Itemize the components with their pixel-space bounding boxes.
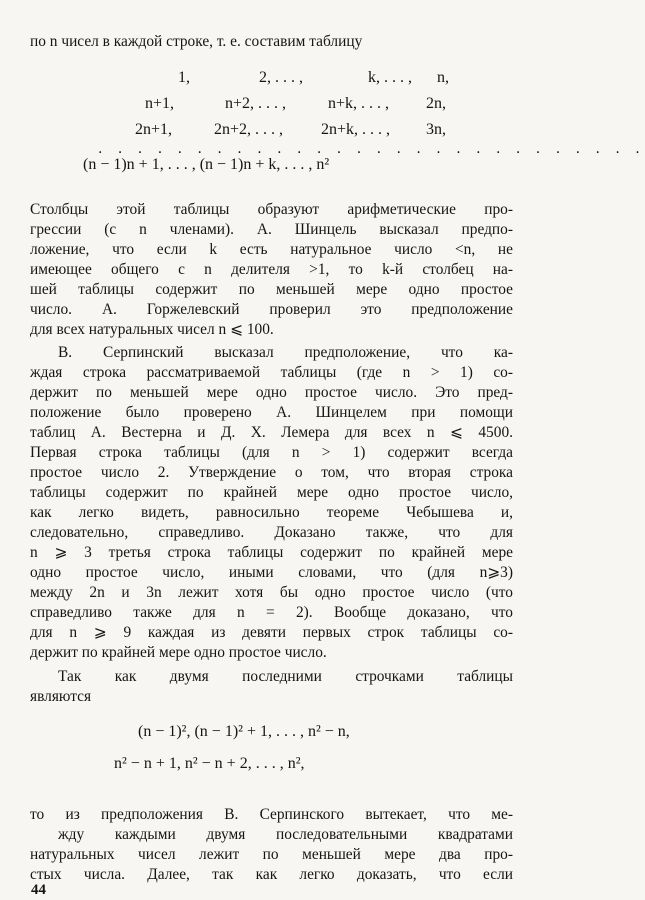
text-line: то из предположения В. Серпинского вытекает, что ме- xyxy=(30,806,513,823)
intro-line: по n чисел в каждой строке, т. е. составим таблицу xyxy=(30,33,363,50)
text-line: Столбцы этой таблицы образуют арифметические про- xyxy=(30,201,513,218)
formula-line: (n − 1)², (n − 1)² + 1, . . . , n² − n, xyxy=(138,723,350,740)
table-dots-row: . . . . . . . . . . . . . . . . . . . . . . . . . . . . xyxy=(98,141,645,157)
text-line: для n ⩾ 9 каждая из девяти первых строк таблицы со- xyxy=(30,624,513,641)
text-line: ложение, что если k есть натуральное число <n, не xyxy=(30,241,513,258)
text-line: как легко видеть, равносильно теореме Чебышева и, xyxy=(30,504,513,521)
formula-line: n² − n + 1, n² − n + 2, . . . , n², xyxy=(114,755,305,772)
table-cell: 3n, xyxy=(426,121,446,138)
table-cell: k, . . . , xyxy=(368,69,412,86)
text-line: таблиц А. Вестерна и Д. Х. Лемера для всех n ⩽ 4500. xyxy=(30,424,513,441)
text-line: число. А. Горжелевский проверил это предположение xyxy=(30,301,513,318)
text-line: держит по крайней мере одно простое число. xyxy=(30,644,327,661)
text-line: Первая строка таблицы (для n > 1) содержит всегда xyxy=(30,444,513,461)
text-line: натуральных чисел лежит по меньшей мере два про- xyxy=(30,846,513,863)
text-line: имеющее общего с n делителя >1, то k-й столбец на- xyxy=(30,261,513,278)
table-cell: 2n, xyxy=(426,95,446,112)
text-line: держит по меньшей мере одно простое число. Это пред- xyxy=(30,384,513,401)
table-cell: n+1, xyxy=(145,95,175,112)
table-last-row: (n − 1)n + 1, . . . , (n − 1)n + k, . . . , n² xyxy=(83,156,330,173)
text-line: В. Серпинский высказал предположение, что ка- xyxy=(58,344,513,361)
table-cell: n, xyxy=(437,69,449,86)
text-line: простое число 2. Утверждение о том, что вторая строка xyxy=(30,464,513,481)
table-cell: 1, xyxy=(178,69,190,86)
text-line: грессии (с n членами). А. Шинцель высказал предпо- xyxy=(30,221,513,238)
text-line: являются xyxy=(30,688,92,705)
table-cell: n+2, . . . , xyxy=(225,95,287,112)
table-cell: 2n+k, . . . , xyxy=(321,121,391,138)
text-line: n ⩾ 3 третья строка таблицы содержит по крайней мере xyxy=(30,544,513,561)
page-number: 44 xyxy=(31,882,46,898)
text-line: жду каждыми двумя последовательными квадратами xyxy=(58,826,513,843)
text-line: ждая строка рассматриваемой таблицы (где n > 1) со- xyxy=(30,364,513,381)
text-line: следовательно, справедливо. Доказано также, что для xyxy=(30,524,513,541)
table-cell: 2n+1, xyxy=(135,121,173,138)
table-cell: 2n+2, . . . , xyxy=(214,121,284,138)
text-line: шей таблицы содержит по меньшей мере одно простое xyxy=(30,281,513,298)
text-line: для всех натуральных чисел n ⩽ 100. xyxy=(30,321,274,338)
table-cell: n+k, . . . , xyxy=(328,95,390,112)
text-line: таблицы содержит по крайней мере одно простое число, xyxy=(30,484,513,501)
text-line: одно простое число, иными словами, что (для n⩾3) xyxy=(30,564,513,581)
table-cell: 2, . . . , xyxy=(259,69,303,86)
text-line: Так как двумя последними строчками таблицы xyxy=(58,668,513,685)
text-line: между 2n и 3n лежит хотя бы одно простое число (что xyxy=(30,584,513,601)
text-line: положение было проверено А. Шинцелем при помощи xyxy=(30,404,513,421)
text-line: стых числа. Далее, так как легко доказать, что если xyxy=(30,866,513,883)
text-line: справедливо также для n = 2). Вообще доказано, что xyxy=(30,604,513,621)
